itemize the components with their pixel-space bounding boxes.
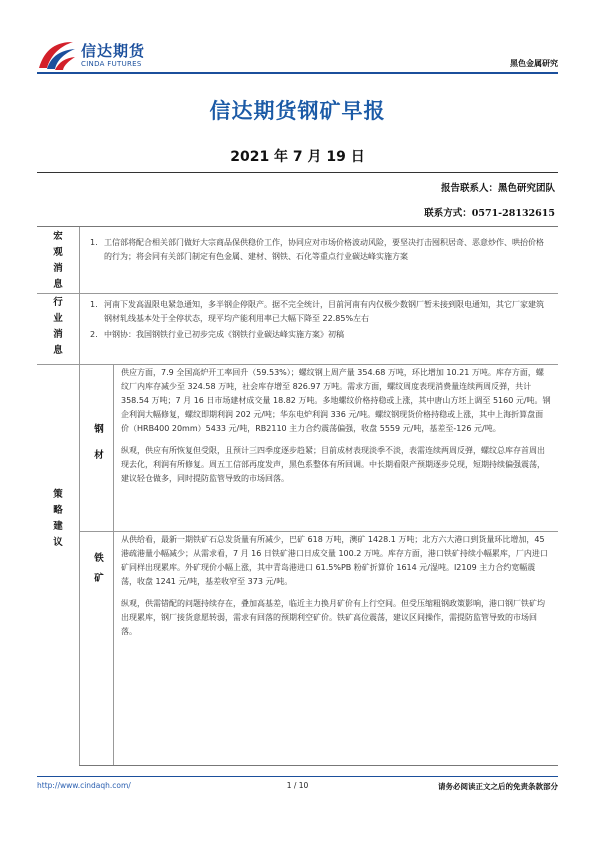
strategy-label: 策 略 建 议	[53, 489, 63, 548]
report-table	[37, 226, 558, 767]
steel-content	[121, 366, 551, 486]
cinda-logo	[37, 38, 157, 72]
ore-paragraph-2: 纵观，供需错配的问题持续存在，叠加高基差，临近主力换月矿价有上行空间。但受压缩粗钢政策影响，港口钢厂铁矿均出现累库，钢厂接货意愿转弱，需求有回落的预期利空矿价。铁矿高位震荡，建议区间操作，需提防监管导致的市场回落。	[121, 599, 545, 636]
ore-paragraph-1: 从供给看，最新一期铁矿石总发货量有所减少，巴矿 618 万吨，澳矿 1428.1 万吨；北方六大港口到货量环比增加，45 港疏港量小幅减少；从需求看，7 月 16 日铁矿港口日成交量 100.2 万吨。库存方面，港口铁矿持续小幅累库，厂内进口矿同样出现累库。外矿现价小幅上涨，其中青岛港进口 61.5%PB 粉矿折算价 1614 元/湿吨。I2109 主力合约宽幅震荡，收盘 1241 元/吨，基差收窄至 373 元/吨。	[121, 535, 548, 586]
ore-label: 铁 矿	[94, 553, 104, 584]
footer-rule	[37, 776, 558, 777]
logo-text-cn: 信达期货	[81, 42, 146, 60]
ore-content	[121, 533, 551, 639]
steel-row	[79, 364, 558, 532]
report-date: 2021 年 7 月 19 日	[230, 149, 365, 165]
header-rule	[37, 72, 558, 74]
list-item: 1. 河南下发高温限电紧急通知，多半钢企停限产。据不完全统计，目前河南有内仅极少数钢厂暂未接到限电通知，其它厂家建筑钢材轧线基本处于全停状态，现平均产能利用率已大幅下降至 22.85%左右	[90, 300, 544, 323]
report-title: 信达期货钢矿早报	[209, 98, 386, 123]
page-number: 1 / 10	[286, 781, 309, 790]
list-item: 2. 中钢协：我国钢铁行业已初步完成《钢铁行业碳达峰实施方案》初稿	[90, 330, 344, 339]
industry-row	[37, 293, 558, 365]
logo-text-en: CINDA FUTURES	[81, 60, 142, 68]
steel-label: 钢 材	[94, 424, 104, 461]
disclaimer-note: 请务必阅读正文之后的免责条款部分	[438, 782, 558, 791]
contact-phone: 联系方式：0571-28132615	[424, 208, 555, 219]
ore-row	[79, 531, 558, 766]
macro-label: 宏 观 消 息	[53, 231, 63, 290]
cinda-logo-mark-icon	[37, 38, 77, 72]
macro-row	[37, 227, 558, 294]
department-label: 黑色金属研究	[510, 59, 558, 68]
contact-person: 报告联系人：黑色研究团队	[440, 183, 555, 194]
list-item: 1. 工信部将配合相关部门做好大宗商品保供稳价工作，协同应对市场价格波动风险，要坚决打击囤积居奇、恶意炒作、哄抬价格的行为；将会同有关部门制定有色金属、建材、钢铁、石化等重点行业碳达峰实施方案	[90, 238, 544, 261]
date-rule	[37, 172, 558, 173]
steel-paragraph-1: 供应方面，7.9 全国高炉开工率回升（59.53%）；螺纹钢上周产量 354.68 万吨，环比增加 10.21 万吨。库存方面，螺纹厂内库存减少至 324.58 万吨，社会库存增至 826.97 万吨。需求方面，螺纹周度表现消费量连续两周反弹，共计 358.54 万吨；7 月 16 日市场建材成交量 18.82 万吨。多地螺纹价格持稳或上涨，其中唐山方坯上调至 5160 元/吨。钢企利润大幅修复，螺纹即期利润 202 元/吨；华东电炉利润 336 元/吨。螺纹钢现货价格持稳或上涨，其中上海折算盘面价（HRB400 20mm）5433 元/吨，RB2110 主力合约震荡偏强，收盘 5559 元/吨，基差至-126 元/吨。	[121, 368, 551, 433]
steel-paragraph-2: 纵观，供应有所恢复但受限，且预计三四季度逐步趋紧；目前成材表现淡季不淡，表需连续两周反弹，螺纹总库存首周出现去化，利润有所修复。周五工信部再度发声，黑色系整体有所回调。中长期看限产预期逐步兑现，短期持续偏强震荡，建议轻仓做多，同时提防监管导致的市场回落。	[121, 446, 545, 483]
industry-content	[90, 298, 548, 342]
footer-website-link[interactable]: http://www.cindaqh.com/	[37, 781, 131, 790]
industry-label: 行 业 消 息	[53, 297, 63, 356]
macro-content	[90, 236, 548, 264]
